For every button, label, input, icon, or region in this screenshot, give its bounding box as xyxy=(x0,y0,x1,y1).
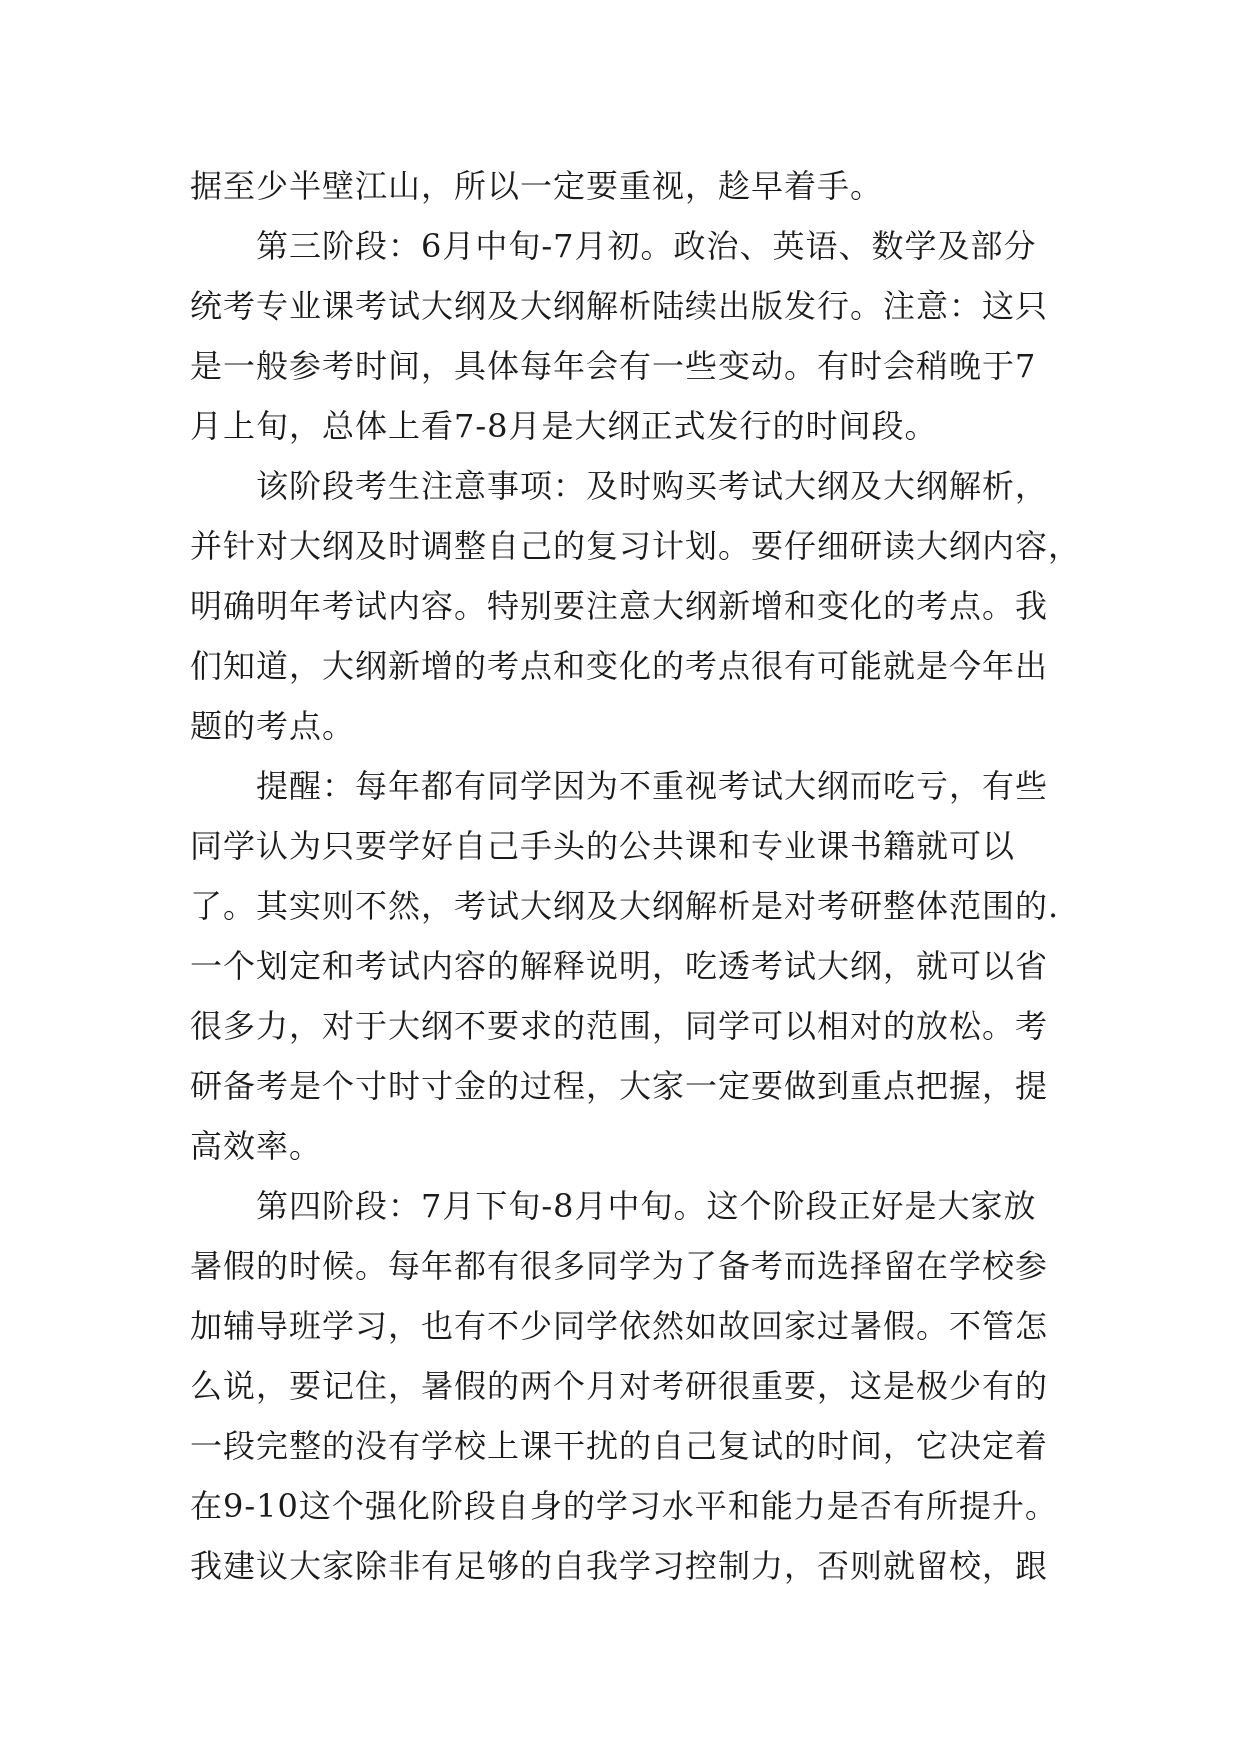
text-line: 么说，要记住，暑假的两个月对考研很重要，这是极少有的 xyxy=(190,1367,1049,1405)
paragraph-first-line: 该阶段考生注意事项：及时购买考试大纲及大纲解析， xyxy=(256,467,1049,505)
text-line: 很多力，对于大纲不要求的范围，同学可以相对的放松。考 xyxy=(190,1007,1049,1045)
text-line: 据至少半壁江山，所以一定要重视，趁早着手。 xyxy=(190,167,884,205)
text-line: 明确明年考试内容。特别要注意大纲新增和变化的考点。我 xyxy=(190,587,1049,625)
paragraph-first-line: 第四阶段：7月下旬-8月中旬。这个阶段正好是大家放 xyxy=(256,1187,1037,1225)
text-line: 高效率。 xyxy=(190,1127,323,1165)
text-line: 并针对大纲及时调整自己的复习计划。要仔细研读大纲内容， xyxy=(190,527,1082,565)
text-line: 同学认为只要学好自己手头的公共课和专业课书籍就可以 xyxy=(190,827,1016,865)
text-line: 我建议大家除非有足够的自我学习控制力，否则就留校，跟 xyxy=(190,1547,1049,1585)
paragraph-first-line: 提醒：每年都有同学因为不重视考试大纲而吃亏，有些 xyxy=(256,767,1049,805)
text-line: 月上旬，总体上看7-8月是大纲正式发行的时间段。 xyxy=(190,407,938,445)
text-line: 研备考是个寸时寸金的过程，大家一定要做到重点把握，提 xyxy=(190,1067,1049,1105)
text-line: 统考专业课考试大纲及大纲解析陆续出版发行。注意：这只 xyxy=(190,287,1049,325)
text-line: 加辅导班学习，也有不少同学依然如故回家过暑假。不管怎 xyxy=(190,1307,1049,1345)
text-line: 题的考点。 xyxy=(190,707,356,745)
text-line: 了。其实则不然，考试大纲及大纲解析是对考研整体范围的. xyxy=(190,887,1060,925)
text-line: 暑假的时候。每年都有很多同学为了备考而选择留在学校参 xyxy=(190,1247,1049,1285)
text-line: 在9-10这个强化阶段自身的学习水平和能力是否有所提升。 xyxy=(190,1487,1058,1525)
text-line: 们知道，大纲新增的考点和变化的考点很有可能就是今年出 xyxy=(190,647,1049,685)
text-line: 是一般参考时间，具体每年会有一些变动。有时会稍晚于7 xyxy=(190,347,1037,385)
paragraph-first-line: 第三阶段：6月中旬-7月初。政治、英语、数学及部分 xyxy=(256,227,1037,265)
text-line: 一个划定和考试内容的解释说明，吃透考试大纲，就可以省 xyxy=(190,947,1049,985)
text-line: 一段完整的没有学校上课干扰的自己复试的时间，它决定着 xyxy=(190,1427,1049,1465)
